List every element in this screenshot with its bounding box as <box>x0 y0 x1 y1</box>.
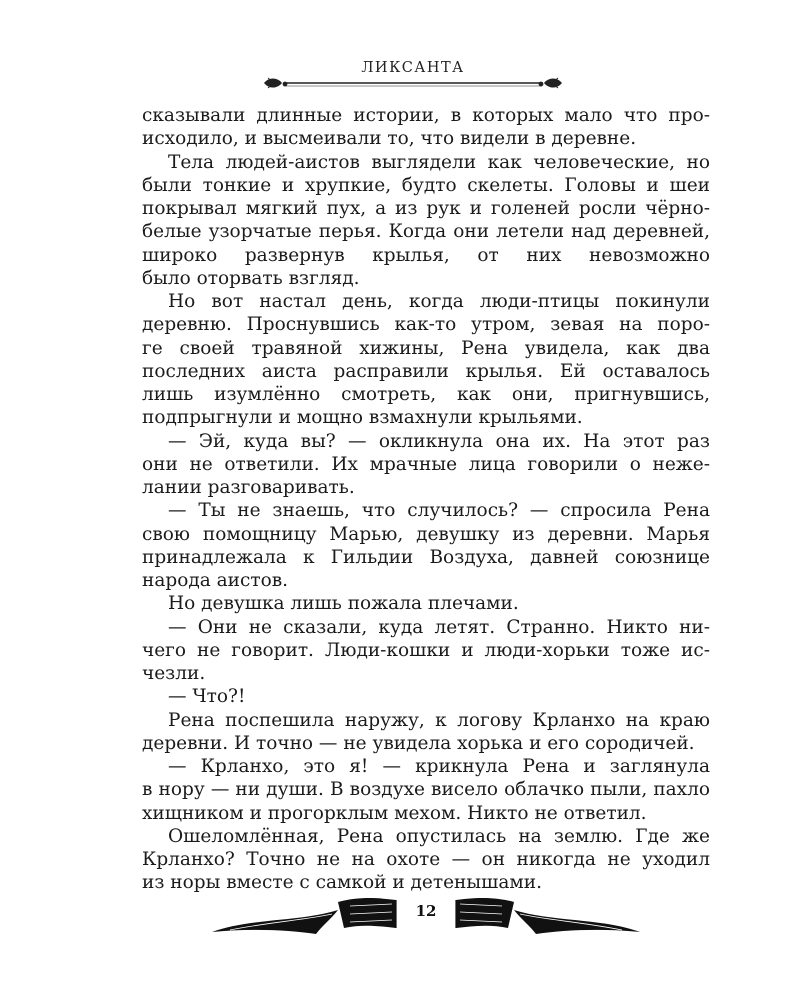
header-ornament-rule <box>260 72 566 94</box>
text-line: сказывали длинные истории, в которых мало что про- <box>142 105 710 126</box>
text-line: лании разговаривать. <box>142 477 355 498</box>
text-line: чезли. <box>142 663 206 684</box>
text-line: последних аиста расправили крылья. Ей оставалось <box>142 360 710 382</box>
text-line: из норы вместе с самкой и детенышами. <box>142 872 542 894</box>
text-line: было оторвать взгляд. <box>142 267 360 289</box>
running-header <box>260 50 566 100</box>
text-line: — Они не сказали, куда летят. Странно. Никто ни- <box>168 616 710 638</box>
text-line: народа аистов. <box>142 570 289 591</box>
text-line: — Что?! <box>168 686 246 708</box>
text-line: принадлежала к Гильдии Воздуха, давней союзнице <box>142 546 710 568</box>
text-line: Крланхо? Точно не на охоте — он никогда не уходил <box>142 849 710 870</box>
text-line: деревню. Проснувшись как-то утром, зевая на поро- <box>142 314 710 336</box>
text-line: покрывал мягкий пух, а из рук и голеней росли чёрно- <box>142 198 710 219</box>
page-footer <box>210 888 642 948</box>
text-line: Но вот настал день, когда люди-птицы покинули <box>168 291 710 312</box>
text-line: Рена поспешила наружу, к логову Крланхо на краю <box>168 709 710 731</box>
text-line: — Крланхо, это я! — крикнула Рена и заглянула <box>168 756 710 777</box>
text-line: Ошеломлённая, Рена опустилась на землю. Где же <box>168 825 710 847</box>
body-text <box>142 104 710 895</box>
text-line: свою помощницу Марью, девушку из деревни. Марья <box>142 523 710 545</box>
text-line: белые узорчатые перья. Когда они летели над деревней, <box>142 221 710 243</box>
text-line: в нору — ни души. В воздухе висело облачко пыли, пахло <box>142 779 710 801</box>
text-line: исходило, и высмеивали то, что видели в деревне. <box>142 128 637 150</box>
text-line: они не ответили. Их мрачные лица говорили о неже- <box>142 453 710 475</box>
text-line: лишь изумлённо смотреть, как они, пригнувшись, <box>142 384 710 405</box>
text-line: деревни. И точно — не увидела хорька и его сородичей. <box>142 732 695 754</box>
header-title: ЛИКСАНТА <box>361 60 465 76</box>
text-line: были тонкие и хрупкие, будто скелеты. Головы и шеи <box>142 174 710 196</box>
text-line: — Ты не знаешь, что случилось? — спросила Рена <box>168 500 710 522</box>
text-line: хищником и прогорклым мехом. Никто не ответил. <box>142 802 647 824</box>
text-line: Тела людей-аистов выглядели как человеческие, но <box>168 151 710 173</box>
page-number: 12 <box>415 902 437 920</box>
text-line: — Эй, куда вы? — окликнула она их. На этот раз <box>168 430 710 452</box>
text-line: подпрыгнули и мощно взмахнули крыльями. <box>142 407 583 429</box>
text-line: ге своей травяной хижины, Рена увидела, как два <box>142 337 710 359</box>
text-line: Но девушка лишь пожала плечами. <box>168 593 519 615</box>
text-line: чего не говорит. Люди-кошки и люди-хорьки тоже ис- <box>142 639 710 661</box>
text-line: широко развернув крылья, от них невозможно <box>142 244 710 266</box>
